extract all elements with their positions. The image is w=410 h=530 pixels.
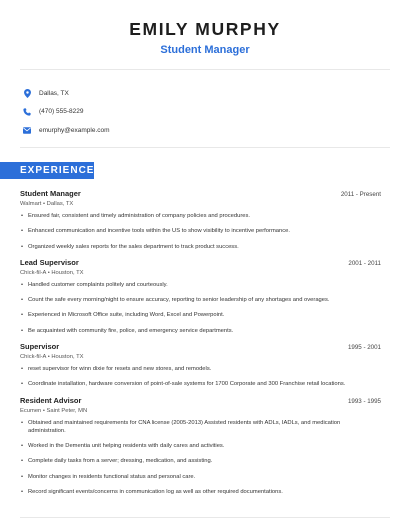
job-bullets [20,212,381,251]
job-company-line [20,354,381,360]
bullet-item: • Count the safe every morning/night to ensure accuracy, reporting to senior leadership of any shortages and overages. [28,296,381,304]
header-divider [20,69,390,70]
section-heading-experience: EXPERIENCE [0,162,94,179]
bullet-item: • Handled customer complaints politely and courteously. [28,281,381,289]
bullet-item: • Complete daily tasks from a server; dressing, medication, and assisting. [28,457,381,465]
job-company-line [20,408,381,414]
experience-list [20,189,381,503]
separator-dot: • [46,354,52,361]
job-entry [20,396,381,496]
job-company: Ecumen [20,407,42,414]
phone-icon [22,107,32,117]
job-company: Walmart [20,201,42,207]
job-header [20,189,381,198]
job-location: Saint Peter, MN [46,407,88,414]
candidate-title: Student Manager [160,44,250,56]
bullet-item: • Ensured fair, consistent and timely administration of company policies and procedures. [28,212,381,220]
job-header [20,396,381,405]
job-header [20,342,381,351]
job-company: Chick-fil-A [20,354,47,361]
job-bullets [20,281,381,335]
bullet-item: • Monitor changes in residents functional status and personal care. [28,473,381,481]
separator-dot: • [46,269,52,276]
job-dates: 2001 - 2011 [348,259,381,267]
job-header [20,258,381,267]
job-title: Student Manager [20,189,81,198]
phone-text: (470) 555-8229 [39,108,84,115]
job-entry [20,258,381,335]
separator-dot: • [41,407,47,414]
job-dates: 1993 - 1995 [347,397,381,405]
resume-header [0,0,410,57]
bullet-item: • Obtained and maintained requirements for CNA license (2005-2013) Assisted residents with ADLs, IADLs, and medication administration. [28,419,381,435]
envelope-icon [22,125,32,135]
job-title: Supervisor [20,342,60,352]
contact-email[interactable] [22,121,110,139]
job-company-line [20,270,381,276]
job-company: Chick-fil-A [20,269,47,276]
job-entry [20,342,381,388]
bullet-item: • Organized weekly sales reports for the sales department to track product success. [28,243,381,251]
bullet-item: • Be acquainted with community fire, police, and emergency service departments. [28,327,381,335]
separator-dot: • [41,201,47,207]
job-dates: 2011 - Present [340,191,381,198]
bullet-item: • Record significant events/concerns in communication log as well as other required documentations. [28,488,381,496]
job-bullets [20,365,381,388]
map-pin-icon [22,88,32,98]
email-text[interactable]: emurphy@example.com [39,126,110,134]
candidate-name: EMILY MURPHY [129,19,281,39]
job-bullets [20,419,381,496]
job-company-line [20,201,381,207]
location-text: Dallas, TX [39,89,69,97]
contact-phone [22,103,110,121]
bullet-item: • Coordinate installation, hardware conversion of point-of-sale systems for 1700 Corporate and 300 Franchise retail locations. [28,380,381,388]
job-dates: 1995 - 2001 [347,344,381,352]
bullet-item: • Enhanced communication and incentive tools within the US to show visibility to incentive performance. [28,227,381,235]
job-location: Houston, TX [51,354,84,361]
contact-location [22,84,110,102]
contact-divider [20,147,390,148]
contact-list [22,84,110,140]
footer-divider [20,517,390,518]
job-title: Resident Advisor [20,395,82,405]
job-location: Houston, TX [51,269,84,276]
job-title: Lead Supervisor [20,257,79,267]
bullet-item: • Experienced in Microsoft Office suite, including Word, Excel and Powerpoint. [28,311,381,319]
bullet-item: • Worked in the Dementia unit helping residents with daily cares and activities. [28,442,381,450]
bullet-item: • reset supervisor for winn dixie for resets and new stores, and remodels. [28,365,381,373]
job-entry [20,189,381,251]
job-location: Dallas, TX [46,201,74,207]
